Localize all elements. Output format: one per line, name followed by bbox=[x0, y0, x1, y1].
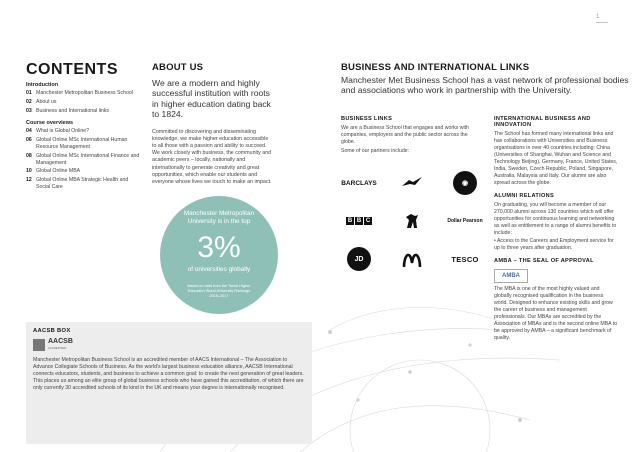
horse-logo-icon bbox=[394, 209, 430, 233]
bbc-logo bbox=[341, 209, 377, 233]
aacsb-wordmark bbox=[48, 338, 73, 352]
bbc-letter-b1: B bbox=[347, 218, 353, 224]
toc-row[interactable] bbox=[26, 168, 140, 175]
alumni-heading: ALUMNI RELATIONS bbox=[494, 193, 555, 199]
bird-logo-icon bbox=[394, 171, 430, 195]
aacsb-heading: AACSB BOX bbox=[33, 328, 71, 334]
logo-row bbox=[341, 240, 483, 278]
contents-column bbox=[26, 62, 140, 191]
stat-pre-text: Manchester Metropolitan University is in the top bbox=[183, 210, 255, 225]
amba-text: The MBA is one of the most highly valued and globally recognised qualification in the business world. Designed to enhance existing skills and grow the career of business and management professionals. Our MBAs are accredited by the Association of MBAs and is the second online MBA to be approved by AMBA – a significant benchmark of quality. bbox=[494, 286, 618, 341]
toc-title: Global Online MBA bbox=[36, 168, 81, 175]
toc-page-number: 04 bbox=[26, 128, 32, 135]
overviews-heading: Course overviews bbox=[26, 120, 74, 127]
partner-logos bbox=[341, 164, 483, 278]
toc-row[interactable] bbox=[26, 108, 140, 115]
aacsb-box bbox=[26, 322, 312, 444]
toc-title: About us bbox=[36, 98, 57, 105]
jd-logo-text: JD bbox=[347, 247, 371, 271]
stat-footnote: Based on data from the Times Higher Education World University Rankings 2016–2017 bbox=[187, 284, 251, 298]
mcdonalds-logo-icon bbox=[394, 247, 430, 271]
about-heading: ABOUT US bbox=[152, 62, 204, 73]
aacsb-text: Manchester Metropolitan Business School is an accredited member of AACS International – The Association to Advance Collegiate Schools of Business. As the world's largest business education alliance, AACSB International connects educators, students, and business to achieve a common goal: to create the next generation of great leaders. This places us among an elite group of global business schools who have gained this accreditation, of which there are only currently 30 accredited schools of its kind in the UK and means your degree is internationally recognised. bbox=[33, 357, 304, 392]
about-lead: We are a modern and highly successful institution with roots in higher education dating back to 1824. bbox=[152, 78, 271, 120]
stat-value: 3% bbox=[197, 231, 241, 264]
aacsb-logo bbox=[33, 338, 305, 352]
barclays-logo-text: BARCLAYS bbox=[341, 179, 377, 187]
toc-page-number: 12 bbox=[26, 177, 32, 184]
toc-page-number: 02 bbox=[26, 98, 32, 105]
toc-page-number: 06 bbox=[26, 137, 32, 144]
amba-logo-text: AMBA bbox=[502, 273, 520, 279]
toc-page-number: 10 bbox=[26, 168, 32, 175]
page-number: 1 bbox=[596, 14, 600, 20]
bbc-letter-b2: B bbox=[356, 218, 362, 224]
business-lead: Manchester Met Business School has a vast network of professional bodies and associations who work in partnership with the University. bbox=[341, 75, 629, 96]
jd-logo bbox=[341, 247, 377, 271]
intl-heading: INTERNATIONAL BUSINESS AND INNOVATION bbox=[494, 116, 591, 128]
toc-row[interactable] bbox=[26, 177, 140, 191]
contents-title: CONTENTS bbox=[26, 61, 118, 78]
toc-row[interactable] bbox=[26, 90, 140, 97]
intro-heading: Introduction bbox=[26, 82, 59, 88]
about-section bbox=[152, 62, 274, 186]
toc-row[interactable] bbox=[26, 137, 140, 151]
tesco-logo-text: TESCO bbox=[451, 254, 479, 264]
business-links-text: We are a Business School that engages and works with companies, employers and the public sector across the globe. bbox=[341, 125, 469, 145]
alumni-text: On graduating, you will become a member of our 270,000 alumni across 130 countries which will offer opportunities for continuous learning and networking as well as entitlement to a range of alumni benefits to include: bbox=[494, 202, 617, 236]
business-heading: BUSINESS AND INTERNATIONAL LINKS bbox=[341, 62, 530, 73]
toc-title: Manchester Metropolitan Business School bbox=[36, 90, 133, 96]
logo-row bbox=[341, 164, 483, 202]
business-links-heading: BUSINESS LINKS bbox=[341, 116, 393, 122]
aacsb-logo-sub: ACCREDITED bbox=[48, 346, 67, 350]
business-links-section bbox=[341, 62, 631, 96]
pearson-logo-text: Dollar Pearson bbox=[447, 218, 483, 224]
international-column bbox=[494, 116, 618, 342]
toc-page-number: 08 bbox=[26, 152, 32, 159]
page-number-rule bbox=[596, 22, 608, 23]
toc-title: What is Global Online? bbox=[36, 128, 90, 135]
about-body: Committed to discovering and disseminating knowledge, we make higher education accessible to all those with a passion and ability to succeed. We work closely with business, the community and academic peers – locally, nationally and internationally to generate creativity and great opportunities, which enable our students and everyone whose lives we touch to make an impact. bbox=[152, 128, 272, 186]
toc-row[interactable] bbox=[26, 153, 140, 167]
toc-title: Global Online MBA Strategic Health and Social Care bbox=[36, 177, 129, 190]
toc-title: Global Online MSc International Human Resource Management bbox=[36, 137, 128, 150]
toc-row[interactable] bbox=[26, 99, 140, 106]
amba-heading: AMBA – THE SEAL OF APPROVAL bbox=[494, 258, 594, 264]
business-links-column bbox=[341, 116, 481, 155]
logo-row bbox=[341, 202, 483, 240]
amba-logo bbox=[494, 269, 528, 283]
tesco-logo bbox=[447, 247, 483, 271]
partners-intro: Some of our partners include: bbox=[341, 148, 410, 154]
toc-row[interactable] bbox=[26, 128, 140, 135]
aacsb-emblem-icon bbox=[33, 339, 45, 351]
toc-title: Business and International links bbox=[36, 107, 109, 114]
stat-post-text: of universities globally bbox=[187, 266, 251, 273]
toc-page-number: 03 bbox=[26, 107, 32, 114]
barclays-logo bbox=[341, 171, 377, 195]
aacsb-logo-text: AACSB bbox=[48, 338, 73, 345]
bbc-letter-c: C bbox=[365, 218, 371, 224]
pearson-logo bbox=[447, 209, 483, 233]
alumni-bullet: • Access to the Careers and Employment service for up to three years after graduation. bbox=[494, 238, 614, 251]
toc-page-number: 01 bbox=[26, 90, 32, 96]
emblem-logo-icon: ◉ bbox=[447, 171, 483, 195]
toc-title: Global Online MSc International Finance and Management bbox=[36, 152, 140, 166]
ranking-stat-circle bbox=[160, 196, 278, 314]
intl-text: The School has formed many international links and has collaborations with Universities and Business organisations in over 40 countries including: China (Universities of Shanghai, Wuhan and Science and Technology Beijing), Germany, France, United States, India, Sweden, Czech Republic, Poland, Singapore, Australia, Malaysia and Italy. Our alumni are also spread across the globe. bbox=[494, 131, 618, 186]
